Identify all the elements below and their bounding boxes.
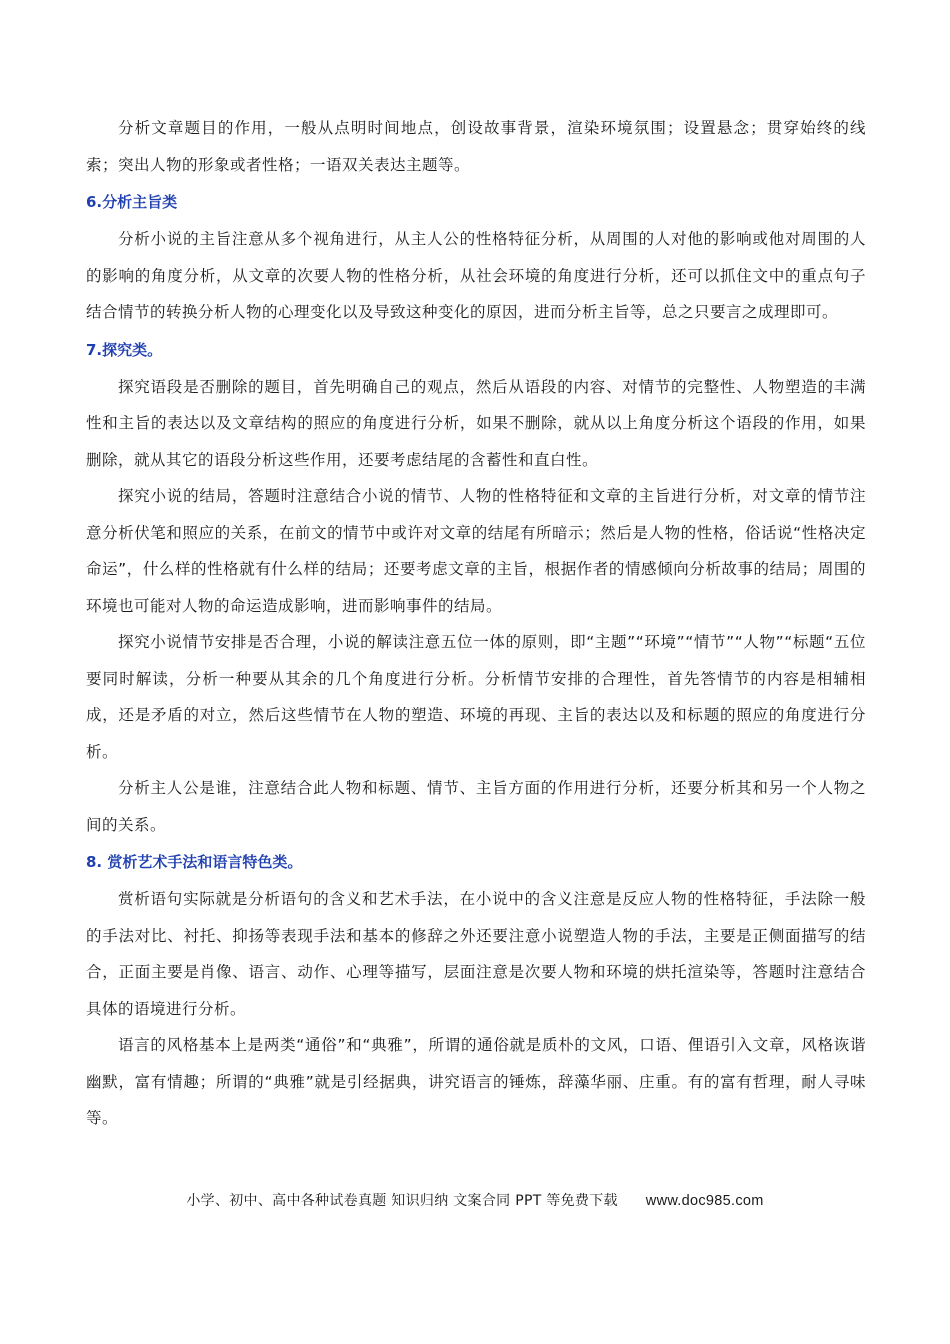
paragraph-title-function: 分析文章题目的作用，一般从点明时间地点，创设故事背景，渲染环境氛围；设置悬念；贯穿始终的线索；突出人物的形象或者性格；一语双关表达主题等。 <box>86 119 866 174</box>
paragraph-theme-analysis: 分析小说的主旨注意从多个视角进行，从主人公的性格特征分析，从周围的人对他的影响或他对周围的人的影响的角度分析，从文章的次要人物的性格分析，从社会环境的角度进行分析，还可以抓住文中的重点句子结合情节的转换分析人物的心理变化以及导致这种变化的原因，进而分析主旨等，总之只要言之成理即可。 <box>86 230 866 321</box>
page-footer <box>0 1190 950 1212</box>
paragraph-protagonist: 分析主人公是谁，注意结合此人物和标题、情节、主旨方面的作用进行分析，还要分析其和另一个人物之间的关系。 <box>86 779 866 834</box>
paragraph-deletion-question: 探究语段是否删除的题目，首先明确自己的观点，然后从语段的内容、对情节的完整性、人物塑造的丰满性和主旨的表达以及文章结构的照应的角度进行分析，如果不删除，就从以上角度分析这个语段的作用，如果删除，就从其它的语段分析这些作用，还要考虑结尾的含蓄性和直白性。 <box>86 377 866 469</box>
paragraph-language-style: 语言的风格基本上是两类“通俗”和“典雅”，所谓的通俗就是质朴的文风，口语、俚语引入文章，风格诙谐幽默，富有情趣；所谓的“典雅”就是引经据典，讲究语言的锤炼，辞藻华丽、庄重。有的富有哲理，耐人寻味等。 <box>86 1036 866 1127</box>
section-heading-7: 7.探究类。 <box>86 340 163 359</box>
paragraph-ending-analysis: 探究小说的结局，答题时注意结合小说的情节、人物的性格特征和文章的主旨进行分析，对文章的情节注意分析伏笔和照应的关系，在前文的情节中或许对文章的结尾有所暗示；然后是人物的性格，俗话说“性格决定命运”，什么样的性格就有什么样的结局；还要考虑文章的主旨，根据作者的情感倾向分析故事的结局；周围的环境也可能对人物的命运造成影响，进而影响事件的结局。 <box>86 487 866 615</box>
paragraph-plot-arrangement: 探究小说情节安排是否合理，小说的解读注意五位一体的原则，即“主题”“环境”“情节”“人物”“标题“五位要同时解读，分析一种要从其余的几个角度进行分析。分析情节安排的合理性，首先答情节的内容是相辅相成，还是矛盾的对立，然后这些情节在人物的塑造、环境的再现、主旨的表达以及和标题的照应的角度进行分析。 <box>86 633 866 761</box>
footer-text: 小学、初中、高中各种试卷真题 知识归纳 文案合同 PPT 等免费下载 <box>186 1193 618 1209</box>
footer-url-link[interactable]: www.doc985.com <box>645 1193 764 1209</box>
paragraph-sentence-appreciation: 赏析语句实际就是分析语句的含义和艺术手法，在小说中的含义注意是反应人物的性格特征，手法除一般的手法对比、衬托、抑扬等表现手法和基本的修辞之外还要注意小说塑造人物的手法，主要是正侧面描写的结合，正面主要是肖像、语言、动作、心理等描写，层面注意是次要人物和环境的烘托渲染等，答题时注意结合具体的语境进行分析。 <box>86 890 866 1018</box>
document-body <box>86 110 866 1137</box>
section-heading-6: 6.分析主旨类 <box>86 193 178 211</box>
section-heading-8: 8. 赏析艺术手法和语言特色类。 <box>86 853 303 871</box>
